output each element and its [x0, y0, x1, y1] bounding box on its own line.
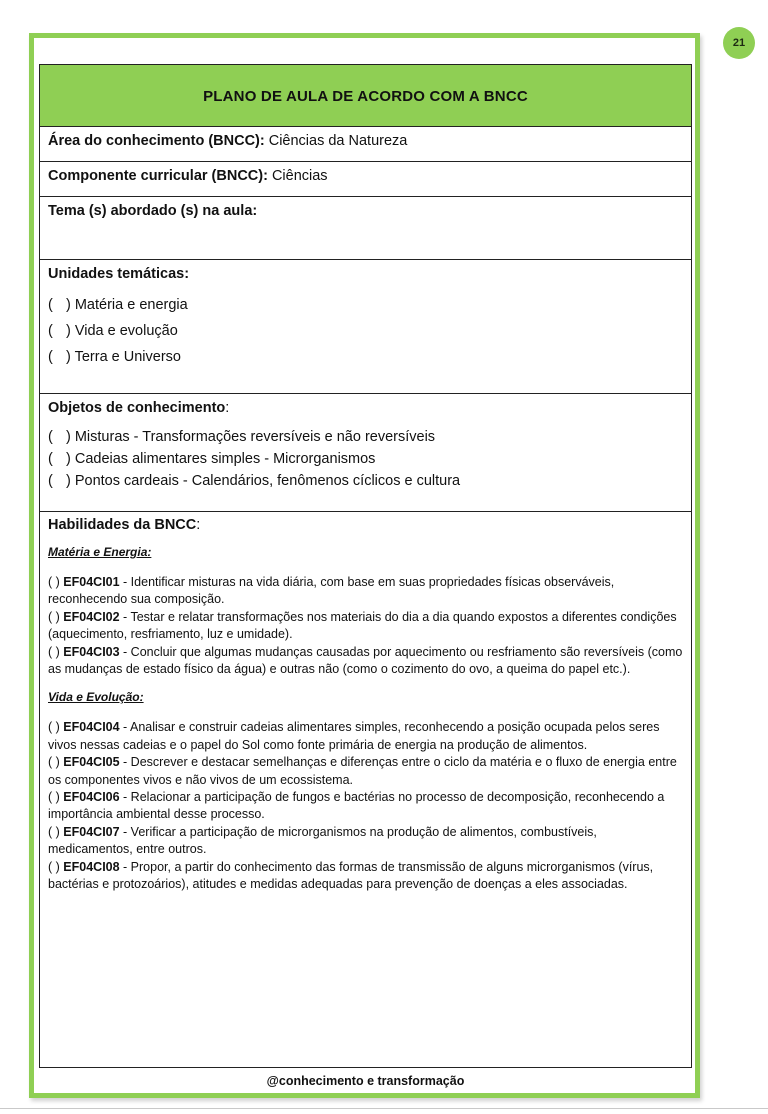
- skill-item[interactable]: [48, 574, 683, 609]
- skill-code: EF04CI07: [63, 824, 120, 839]
- checkbox-paren: ( ): [48, 609, 60, 624]
- checkbox-paren: (: [48, 349, 53, 365]
- objetos-list: [48, 426, 683, 492]
- skill-code: EF04CI04: [63, 720, 120, 735]
- skill-text: - Descrever e destacar semelhanças e diferenças entre o ciclo da matéria e o fluxo de energia entre os componentes vivos e não vivos de um ecossistema.: [48, 755, 677, 787]
- componente-value: Ciências: [271, 168, 328, 184]
- skill-item[interactable]: [48, 754, 683, 789]
- objeto-option[interactable]: [48, 470, 683, 492]
- skill-item[interactable]: [48, 609, 683, 644]
- checkbox-paren: (: [48, 451, 53, 467]
- checkbox-paren: ( ): [48, 644, 60, 659]
- objeto-option[interactable]: [48, 448, 683, 470]
- option-text: ) Matéria e energia: [66, 297, 188, 313]
- option-text: ) Terra e Universo: [66, 349, 181, 365]
- habilidades-colon: :: [196, 517, 201, 533]
- option-text: ) Cadeias alimentares simples - Microrganismos: [66, 451, 376, 467]
- skill-text: - Concluir que algumas mudanças causadas por aquecimento ou resfriamento são reversíveis (como as mudanças de estado físico da água) e outras não (como o cozimento do ovo, a queima do papel etc.).: [48, 644, 683, 677]
- objetos-colon: :: [225, 400, 230, 416]
- footer-handle: @conhecimento e transformação: [266, 1074, 465, 1088]
- section-title-vida: Vida e Evolução:: [48, 690, 144, 705]
- skills-list-vida: [48, 719, 683, 893]
- unidades-row: [40, 260, 691, 394]
- page-bottom-divider: [0, 1108, 768, 1109]
- skill-item[interactable]: [48, 859, 683, 894]
- checkbox-paren: ( ): [48, 755, 60, 770]
- habilidades-heading: [48, 517, 683, 533]
- checkbox-paren: (: [48, 473, 53, 489]
- objetos-heading: [48, 400, 683, 416]
- section-title-materia: Matéria e Energia:: [48, 545, 152, 559]
- objeto-option[interactable]: [48, 426, 683, 448]
- objetos-label: Objetos de conhecimento: [48, 400, 226, 416]
- componente-row: [40, 162, 691, 197]
- skills-list-materia: [48, 574, 683, 678]
- skill-code: EF04CI02: [63, 609, 120, 624]
- unidades-label: Unidades temáticas:: [48, 266, 190, 282]
- skill-code: EF04CI01: [63, 575, 120, 589]
- area-row: [40, 127, 691, 162]
- checkbox-paren: ( ): [48, 720, 60, 735]
- skill-text: - Propor, a partir do conhecimento das formas de transmissão de alguns microrganismos (vírus, bactérias e protozoários), atitudes e medidas adequadas para prevenção de doenças a eles associadas.: [48, 859, 654, 892]
- skill-text: - Verificar a participação de microrganismos na produção de alimentos, combustíveis, medicamentos, entre outros.: [48, 824, 597, 857]
- skill-code: EF04CI08: [63, 859, 120, 874]
- skill-code: EF04CI03: [63, 644, 120, 659]
- unidades-list: [48, 292, 683, 370]
- skill-text: - Testar e relatar transformações nos materiais do dia a dia quando expostos a diferentes condições (aquecimento, resfriamento, luz e umidade).: [48, 609, 677, 642]
- checkbox-paren: ( ): [48, 790, 60, 805]
- skill-item[interactable]: [48, 824, 683, 859]
- checkbox-paren: ( ): [48, 859, 60, 874]
- skill-text: - Analisar e construir cadeias alimentares simples, reconhecendo a posição ocupada pelos seres vivos nessas cadeias e o papel do Sol como fonte primária de energia na produção de alimentos.: [48, 720, 660, 752]
- checkbox-paren: (: [48, 429, 53, 445]
- page-number-badge: 21: [723, 27, 755, 59]
- habilidades-row: [40, 512, 691, 1055]
- unidade-option[interactable]: [48, 318, 683, 344]
- checkbox-paren: (: [48, 297, 53, 313]
- skill-item[interactable]: [48, 789, 683, 824]
- area-value: Ciências da Natureza: [268, 133, 408, 149]
- componente-label: Componente curricular (BNCC):: [48, 168, 268, 184]
- unidade-option[interactable]: [48, 344, 683, 370]
- tema-label: Tema (s) abordado (s) na aula:: [48, 203, 258, 219]
- skill-code: EF04CI05: [63, 755, 120, 770]
- skill-code: EF04CI06: [63, 790, 120, 805]
- checkbox-paren: ( ): [48, 824, 60, 839]
- checkbox-paren: ( ): [48, 575, 60, 589]
- skill-item[interactable]: [48, 644, 683, 679]
- habilidades-label: Habilidades da BNCC: [48, 517, 197, 533]
- skill-text: - Relacionar a participação de fungos e bactérias no processo de decomposição, reconhecendo a importância ambiental desse processo.: [48, 790, 665, 822]
- area-label: Área do conhecimento (BNCC):: [48, 133, 265, 149]
- page-title: PLANO DE AULA DE ACORDO COM A BNCC: [40, 65, 691, 127]
- unidade-option[interactable]: [48, 292, 683, 318]
- option-text: ) Pontos cardeais - Calendários, fenômenos cíclicos e cultura: [66, 473, 461, 489]
- skill-text: - Identificar misturas na vida diária, com base em suas propriedades físicas observáveis, reconhecendo sua composição.: [48, 575, 615, 607]
- option-text: ) Misturas - Transformações reversíveis e não reversíveis: [66, 429, 436, 445]
- objetos-row: [40, 394, 691, 512]
- skill-item[interactable]: [48, 719, 683, 754]
- option-text: ) Vida e evolução: [66, 323, 178, 339]
- tema-row: [40, 197, 691, 260]
- checkbox-paren: (: [48, 323, 53, 339]
- lesson-plan-table: [39, 64, 692, 1068]
